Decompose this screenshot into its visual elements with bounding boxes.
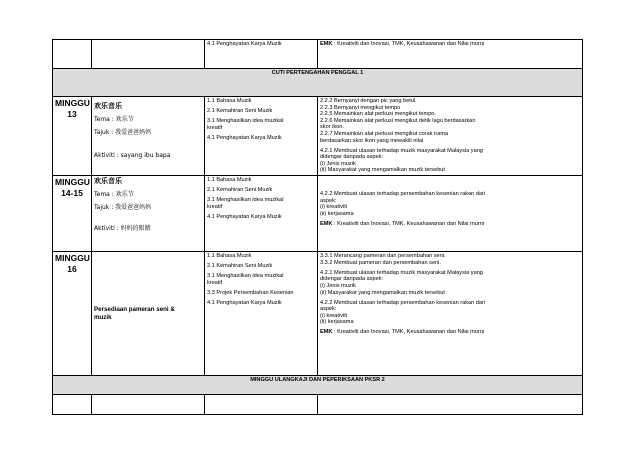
aktiviti-1415: Aktiviti : 妈妈的眼睛	[94, 225, 151, 233]
sp-13-item: 4.1 Penghayatan Karya Muzik	[207, 134, 282, 141]
unit-13-title: 欢乐音乐	[94, 102, 122, 110]
unit-16-title: Persediaan pameran seni & muzik	[94, 306, 175, 321]
row-minggu-14-15	[53, 176, 583, 252]
cuti-row	[53, 69, 583, 97]
bottom-week-cell	[53, 395, 92, 415]
tajuk-13: Tajuk : 我爱爸爸妈妈	[94, 129, 152, 136]
week-16-num: 16	[67, 264, 77, 275]
emk-prefix: EMK	[320, 329, 333, 336]
ulangkaji-banner: MINGGU ULANGKAJI DAN PEPERIKSAAN PKSR 2	[53, 376, 583, 395]
sp-1415-cell	[205, 176, 318, 252]
top-sp-cell	[205, 40, 318, 69]
top-sp-text: 4.1 Penghayatan Karya Muzik	[207, 41, 282, 47]
rpt-table	[52, 39, 583, 415]
week-1415-cell	[53, 176, 92, 252]
detail-16-cell	[318, 252, 583, 376]
cuti-banner: CUTI PERTENGAHAN PENGGAL 1	[53, 69, 583, 97]
top-unit-cell	[92, 40, 205, 69]
ulangkaji-row	[53, 376, 583, 395]
week-1415-label: MINGGU	[55, 177, 90, 188]
detail-16-item: 4.2.1 Membuat ulasan terhadap muzik masyarakat Malaysia yang didengar daripada aspek: (i) Jenis muzik (ii) Masyarakat yang mengamalkan muzik tersebut	[320, 269, 483, 296]
tema-13: Tema : 欢乐节	[94, 116, 134, 123]
top-emk-rest: : Kreativiti dan Inovasi, TMK, Keusahawanan dan Nilai murni	[334, 41, 485, 47]
week-13-cell	[53, 97, 92, 176]
sp-16-item: 1.1 Bahasa Muzik	[207, 253, 252, 260]
detail-16-item: 4.2.2 Membuat ulasan terhadap persembahan kesenian rakan dari aspek: (i) kreativiti (ii) kerjasama	[320, 299, 486, 326]
sp-13-item: 2.1 Kemahiran Seni Muzik	[207, 108, 273, 115]
unit-1415-title: 欢乐音乐	[94, 177, 122, 186]
bottom-sp-cell	[205, 395, 318, 415]
sp-16-item: 3.3 Projek Persembahan Kesenian	[207, 289, 294, 296]
sp-13-item: 3.1 Menghasilkan idea muzikal kreatif	[207, 118, 284, 131]
week-16-cell	[53, 252, 92, 376]
week-13-label: MINGGU	[55, 98, 90, 108]
sp-16-item: 3.1 Menghasilkan idea muzikal kreatif	[207, 273, 284, 286]
unit-13-cell	[92, 97, 205, 176]
sp-1415-item: 4.1 Penghayatan Karya Muzik	[207, 213, 282, 220]
sp-16-item: 4.1 Penghayatan Karya Muzik	[207, 300, 282, 306]
sp-1415-item: 1.1 Bahasa Muzik	[207, 177, 252, 184]
detail-13-cell	[318, 97, 583, 176]
week-13-num: 13	[67, 109, 77, 119]
week-16-label: MINGGU	[55, 253, 90, 264]
unit-16-cell	[92, 252, 205, 376]
detail-13-item: 4.2.1 Membuat ulasan terhadap muzik masyarakat Malaysia yang didengar daripada aspek: (i) Jenis muzik (ii) Masyarakat yang mengamalkan muzik tersebut	[320, 147, 483, 174]
row-minggu-16	[53, 252, 583, 376]
top-week-cell	[53, 40, 92, 69]
emk-1415	[320, 221, 580, 228]
detail-16-item: 3.3.1 Merancang pameran dan persembahan seni. 3.3.2 Membuat pameran dan persembahan seni.	[320, 253, 446, 266]
aktiviti-13: Aktiviti : sayang ibu bapa	[94, 152, 171, 159]
week-1415-num: 14-15	[61, 188, 83, 199]
emk-prefix: EMK	[320, 220, 333, 227]
top-row	[53, 40, 583, 69]
row-minggu-13	[53, 97, 583, 176]
emk-1415-text: : Kreativiti dan Inovasi, TMK, Keusahawanan dan Nilai murni	[332, 220, 485, 227]
tema-1415: Tema : 欢乐节	[94, 191, 134, 199]
detail-1415-item: 4.2.2 Membuat ulasan terhadap persembahan kesenian rakan dari aspek: (i) kreativiti (ii) kerjasama	[320, 191, 486, 217]
sp-16-item: 2.1 Kemahiran Seni Muzik	[207, 263, 273, 270]
detail-1415-cell	[318, 176, 583, 252]
sp-13-cell	[205, 97, 318, 176]
emk-16-text: : Kreativiti dan Inovasi, TMK, Keusahawanan dan Nilai murni	[332, 329, 485, 336]
bottom-unit-cell	[92, 395, 205, 415]
top-emk-cell: EMK : Kreativiti dan Inovasi, TMK, Keusahawanan dan Nilai murni	[318, 40, 583, 69]
detail-13-item: 2.2.2 Bernyanyi dengan pic yang betul. 2.2.3 Bernyanyi mengikut tempo 2.2.5 Memainkan alat perkusi mengikut tempo. 2.2.6 Memainkan alat perkusi mengikut detik lagu berdasarkan skor ikon. 2.2.7 Memainkan alat perkusi mengikut corak irama berdasarkan skor ikon yang mewakili nilai	[320, 98, 476, 144]
sp-16-cell	[205, 252, 318, 376]
bottom-detail-cell	[318, 395, 583, 415]
sp-1415-item: 3.1 Menghasilkan idea muzikal kreatif	[207, 197, 284, 210]
tajuk-1415: Tajuk : 我爱爸爸妈妈	[94, 204, 152, 212]
bottom-row	[53, 395, 583, 415]
emk-16	[320, 329, 580, 336]
unit-1415-cell	[92, 176, 205, 252]
sp-13-item: 1.1 Bahasa Muzik	[207, 98, 252, 104]
sp-1415-item: 2.1 Kemahiran Seni Muzik	[207, 187, 273, 194]
